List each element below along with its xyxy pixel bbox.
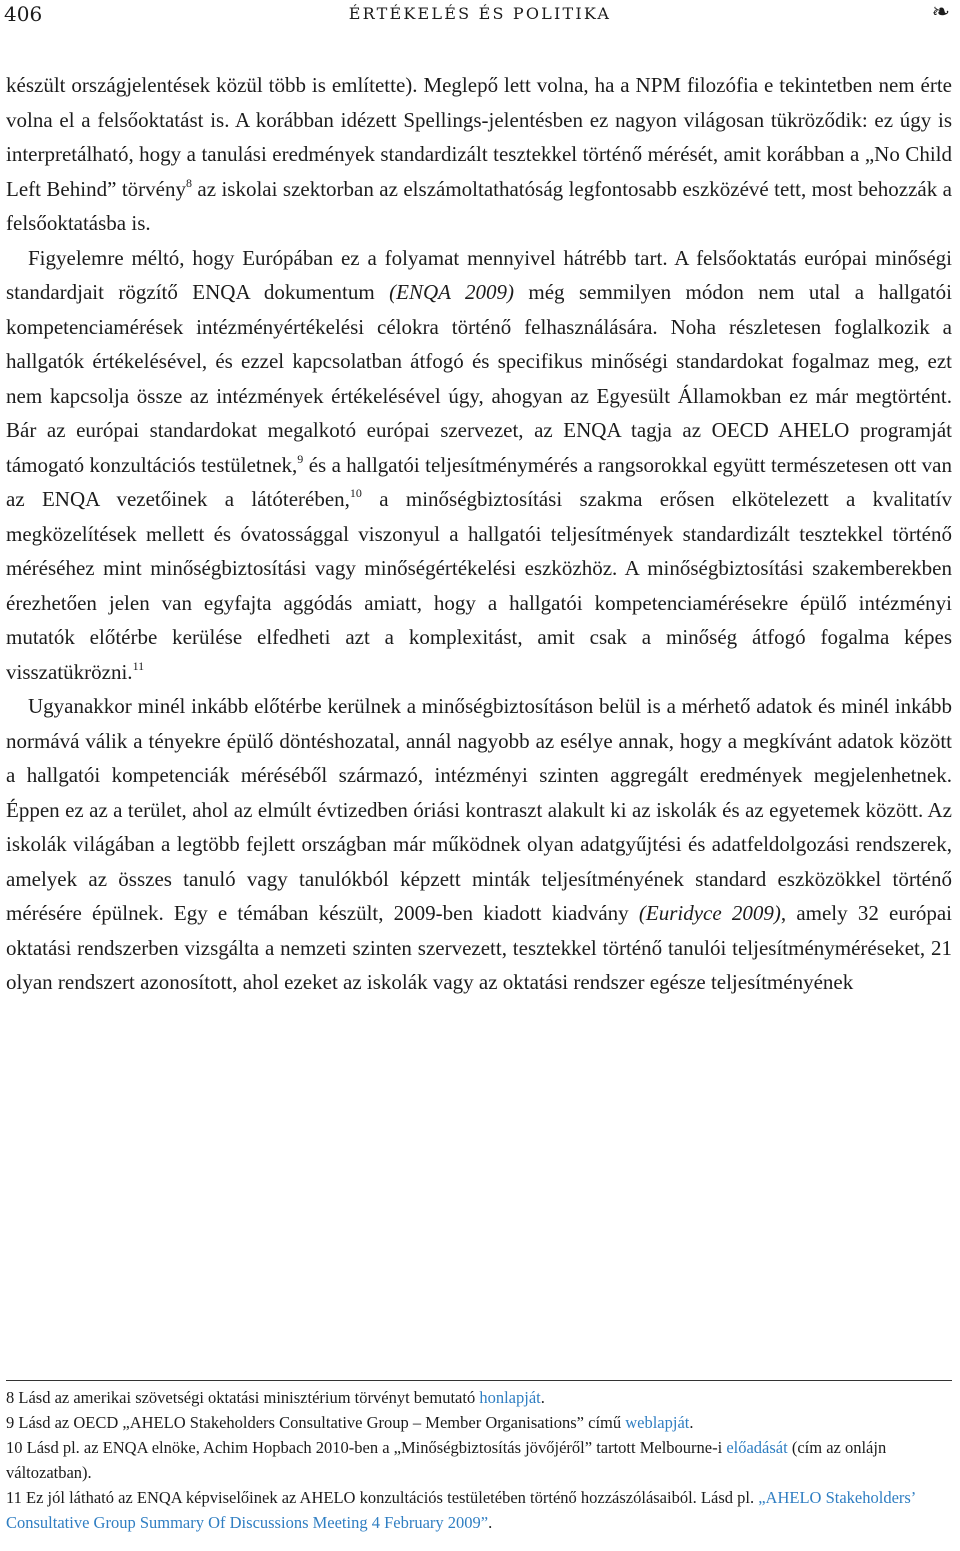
footnote-text: Lásd az OECD „AHELO Stakeholders Consultative Group – Member Organisations” című: [14, 1413, 626, 1432]
main-text: [6, 68, 952, 1000]
text-run: Ugyanakkor minél inkább előtérbe kerülnek a minőségbiztosításon belül is a mérhető adatok és minél inkább normává válik a tényekre épülő döntéshozatal, annál nagyobb az esélye annak, hogy a megkívánt adatok között a hallgatói kompetenciák méréséből származó, intézményi szinten aggregált eredmények megjelenhetnek. Éppen ez az a terület, ahol az elmúlt évtizedben óriási kontraszt alakult ki az iskolák és az egyetemek között. Az iskolák világában a legtöbb fejlett országban már működnek olyan adatgyűjtési és adatfeldolgozási rendszerek, amelyek az összes tanuló vagy tanulókból képzett minták teljesítményének standard eszközökkel történő mérésére épülnek. Egy e témában készült, 2009-ben kiadott kiadvány: [6, 694, 952, 925]
paragraph-1: [6, 68, 952, 241]
footnote-9: [6, 1410, 952, 1435]
footnote-ref-11[interactable]: 11: [132, 658, 145, 673]
fleuron-icon: ❧: [931, 0, 950, 25]
footnote-text: Ez jól látható az ENQA képviselőinek az AHELO konzultációs testületében történő hozzászólásaiból. Lásd pl.: [21, 1488, 759, 1507]
page-number: 406: [4, 2, 43, 26]
text-run: az iskolai szektorban az elszámoltathatóság legfontosabb eszközévé tett, most behozzák a felsőoktatásba is.: [6, 176, 952, 235]
footnote-text: (cím az onlájn változatban).: [6, 1438, 887, 1482]
footnote-text: Lásd pl. az ENQA elnöke, Achim Hopbach 2010-ben a „Minőségbiztosítás jövőjéről” tartott Melbourne-i: [22, 1438, 727, 1457]
footnote-ref-9[interactable]: 9: [297, 451, 304, 466]
footnote-link[interactable]: „AHELO Stakeholders’ Consultative Group Summary Of Discussions Meeting 4 February 2009”: [6, 1488, 916, 1532]
text-run: a minőségbiztosítási szakma erősen elkötelezett a kvalitatív megközelítések mellett és óvatossággal viszonyul a hallgatói teljesítmények standardizált tesztekkel történő méréséhez mint minőségbiztosítási vagy minőségértékelési eszközhöz. A minőségbiztosítási szakemberekben érezhetően jelen van egyfajta aggódás amiatt, hogy a hallgatói kompetenciamérésekre épülő intézményi mutatók előtérbe kerülése elfedheti azt a komplexitást, amit csak a minőség átfogó fogalma képes visszatükrözni.: [6, 487, 952, 684]
running-head: ÉRTÉKELÉS ÉS POLITIKA: [348, 4, 612, 23]
footnote-text: .: [540, 1388, 545, 1407]
footnote-number: 8: [6, 1388, 15, 1407]
footnote-number: 9: [6, 1413, 15, 1432]
text-run: és a hallgatói teljesítménymérés a rangsorokkal együtt természetesen ott van az ENQA vezetőinek a látóterében,: [6, 452, 952, 511]
text-run: Figyelemre méltó, hogy Európában ez a folyamat mennyivel hátrébb tart. A felsőoktatás európai minőségi standardjait rögzítő ENQA dokumentum: [6, 245, 952, 304]
citation: (ENQA 2009): [389, 280, 514, 304]
paragraph-3: [6, 689, 952, 1000]
footnote-ref-10[interactable]: 10: [349, 486, 362, 500]
footnotes: [6, 1380, 952, 1535]
footnote-text: .: [689, 1413, 694, 1432]
footnote-ref-8[interactable]: 8: [185, 175, 192, 190]
footnote-link[interactable]: előadását: [726, 1438, 788, 1457]
paragraph-2: [6, 241, 952, 690]
text-run: készült országjelentések közül több is említette). Meglepő lett volna, ha a NPM filozófia e tekintetben nem érte volna el a felsőoktatást is. A korábban idézett Spellings-jelentésben ez nagyon világosan tükröződik: ez úgy is interpretálható, hogy a tanulási eredmények standardizált tesztekkel történő mérését, amit korábban a „No Child Left Behind” törvény: [6, 73, 952, 201]
footnote-number: 11: [6, 1488, 22, 1507]
footnote-link[interactable]: weblapját: [625, 1413, 690, 1432]
text-run: még semmilyen módon nem utal a hallgatói kompetenciamérések intézményértékelési célokra történő felhasználására. Noha részletesen foglalkozik a hallgatók értékelésével, és ezzel kapcsolatban átfogó és specifikus minőségi standardokat fogalmaz meg, ezt nem kapcsolja össze az intézmények értékelésével úgy, ahogyan az Egyesült Államokban ez már megtörtént. Bár az európai standardokat megalkotó európai szervezet, az ENQA tagja az OECD AHELO programját támogató konzultációs testületnek,: [6, 280, 952, 477]
footnote-10: [6, 1435, 952, 1485]
footnote-text: .: [488, 1513, 493, 1532]
citation: (Euridyce 2009): [638, 901, 781, 925]
footnote-number: 10: [6, 1438, 23, 1457]
footnote-text: Lásd az amerikai szövetségi oktatási minisztérium törvényt bemutató: [14, 1388, 480, 1407]
page-header: [0, 0, 960, 30]
footnote-8: [6, 1385, 952, 1410]
footnote-link[interactable]: honlapját: [479, 1388, 541, 1407]
text-run: , amely 32 európai oktatási rendszerben vizsgálta a nemzeti szinten szervezett, tesztekkel történő tanulói teljesítményméréseket, 21 olyan rendszert azonosított, ahol ezeket az iskolák vagy az oktatási rendszer egésze teljesítményének: [6, 901, 952, 994]
footnote-11: [6, 1485, 952, 1535]
